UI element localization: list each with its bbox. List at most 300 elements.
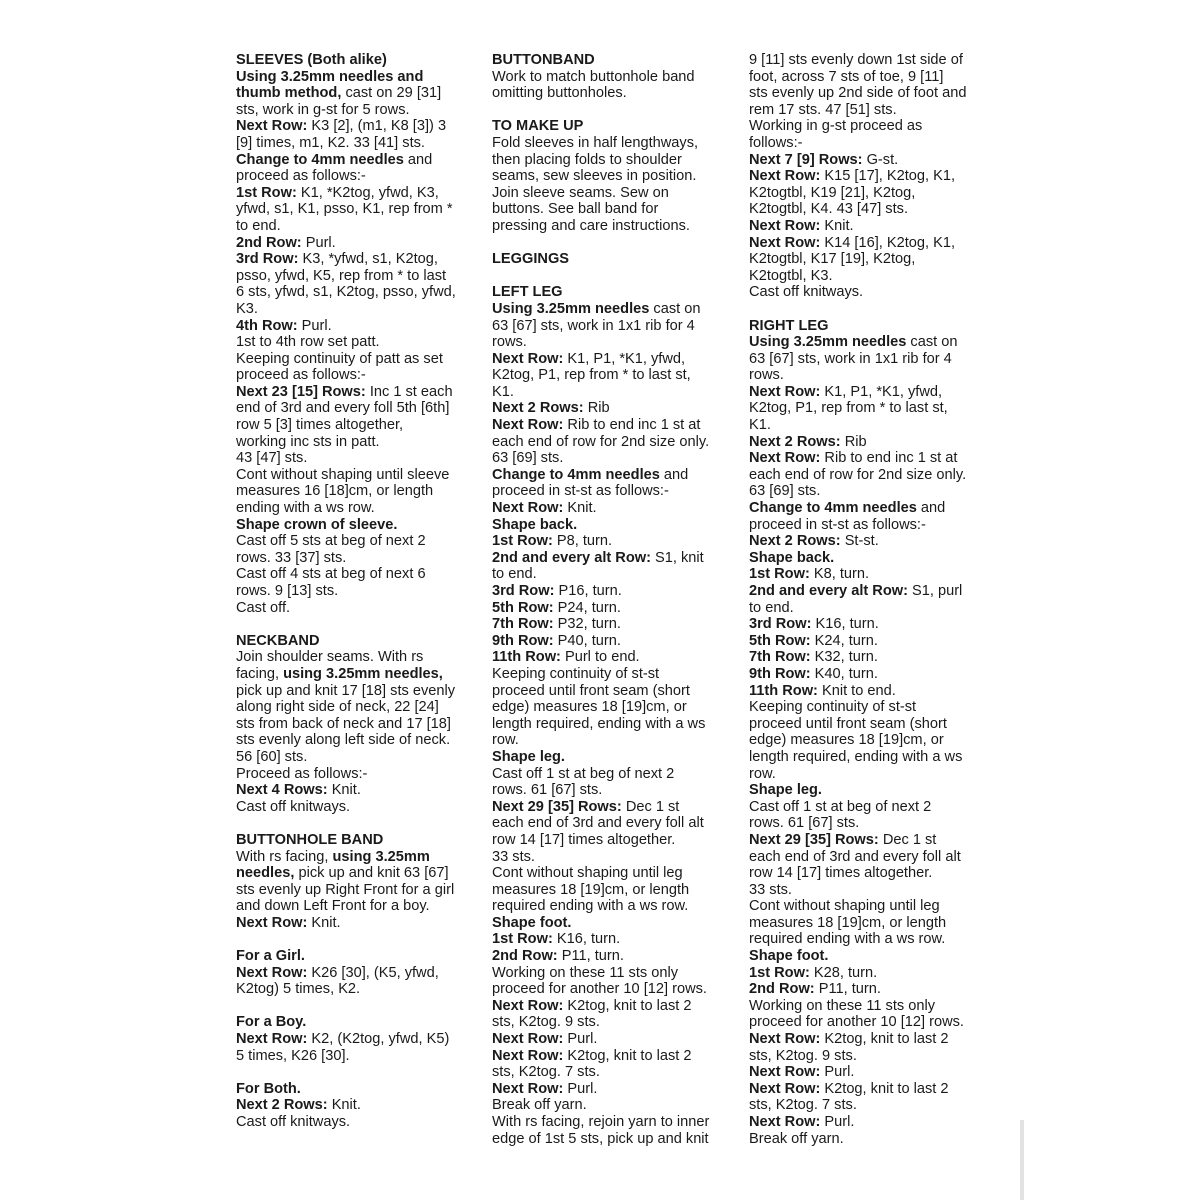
text-run: Keeping continuity of st-st [492,665,660,682]
section-heading [492,915,742,932]
text-run: K2tog, P1, rep from * to last st, [749,400,948,417]
pattern-line [749,251,989,268]
bold-label: NECKBAND [236,632,320,649]
text-run: 56 [60] sts. [236,748,308,765]
pattern-line [492,483,742,500]
pattern-line [749,268,989,285]
bold-label: Next 2 Rows: [236,1097,328,1114]
text-run: Purl. [301,234,336,251]
text-run: Cast off knitways. [236,798,351,815]
text-run: K1. [749,417,771,434]
text-run: Rib to end inc 1 st at [820,450,958,467]
section-heading [236,948,484,965]
bold-label: Next Row: [749,1031,821,1048]
spacer [236,931,484,948]
pattern-line [492,467,742,484]
text-run: P16, turn. [554,583,622,599]
pattern-line [749,1014,989,1031]
pattern-line [492,533,742,550]
section-heading [236,69,484,86]
text-run: K24, turn. [810,632,878,649]
bold-label: 11th Row: [749,682,818,699]
pattern-line [236,666,484,683]
bold-label: 5th Row: [492,599,554,616]
text-run: K16, turn. [552,931,621,948]
pattern-line [749,118,989,135]
text-run: K26 [30], (K5, yfwd, [307,964,439,981]
text-run: Knit. [327,1097,361,1114]
pattern-line [749,666,989,683]
text-run: each end of row for 2nd size only. [749,466,967,483]
text-run: K1, *K2tog, yfwd, K3, [296,184,439,201]
pattern-line [492,351,742,368]
text-run: proceed as follows:- [236,168,366,185]
pattern-line [236,1048,484,1065]
pattern-line [749,450,989,467]
pattern-line [236,168,484,185]
text-run: yfwd, s1, K1, psso, K1, rep from * [236,201,453,218]
text-run: P11, turn. [814,981,881,998]
pattern-line [492,782,742,799]
pattern-line [236,235,484,252]
text-run: 1st to 4th row set patt. [236,334,380,351]
pattern-line [236,766,484,783]
text-run: proceed for another 10 [12] rows. [492,981,707,998]
text-run: S1, purl [907,583,963,599]
pattern-line [492,799,742,816]
text-run: 9 [11] sts evenly down 1st side of [749,52,963,68]
bold-label: Next Row: [236,118,308,135]
text-run: rows. 61 [67] sts. [492,782,603,799]
text-run: Knit. [563,500,597,517]
bold-label: 1st Row: [236,184,297,201]
spacer [236,1064,484,1081]
pattern-line [492,135,742,152]
text-run: psso, yfwd, K5, rep from * to last [236,267,447,284]
pattern-line [492,218,742,235]
section-heading [492,749,742,766]
pattern-line [492,766,742,783]
text-run: each end of 3rd and every foll alt [749,848,961,865]
text-run: Keeping continuity of st-st [749,699,917,716]
text-run: K14 [16], K2tog, K1, [820,234,956,251]
pattern-line [236,318,484,335]
section-heading [236,517,484,534]
pattern-line [749,716,989,733]
pattern-line [236,550,484,567]
pattern-line [749,749,989,766]
text-run: K28, turn. [809,964,878,981]
pattern-line [749,649,989,666]
bold-label: Shape back. [749,549,835,566]
bold-label: Next 29 [35] Rows: [749,831,879,848]
text-run: sts evenly up Right Front for a girl [236,881,455,898]
text-run: K2togtbl, K17 [19], K2tog, [749,251,916,268]
pattern-line [236,649,484,666]
pattern-line [492,201,742,218]
pattern-line [236,898,484,915]
pattern-line [492,334,742,351]
pattern-line [236,981,484,998]
text-run: sts, K2tog. 7 sts. [492,1064,600,1081]
bold-label: using 3.25mm needles, [283,665,443,682]
text-run: to end. [749,599,794,616]
text-run: K2togtbl, K4. 43 [47] sts. [749,201,909,218]
pattern-line [236,417,484,434]
pattern-line [492,434,742,451]
pattern-line [749,898,989,915]
text-run: length required, ending with a ws [749,748,963,765]
bold-label: Next Row: [492,997,564,1014]
text-run: K15 [17], K2tog, K1, [820,168,956,185]
pattern-line [492,583,742,600]
pattern-line [236,152,484,169]
text-run: sts from back of neck and 17 [18] [236,715,451,732]
text-run: Break off yarn. [492,1097,587,1114]
pattern-line [492,849,742,866]
text-run: Working on these 11 sts only [749,997,936,1014]
bold-label: 9th Row: [492,632,554,649]
text-run: Working in g-st proceed as [749,118,923,135]
pattern-line [492,1031,742,1048]
bold-label: Next Row: [492,500,564,517]
text-run: Knit to end. [817,682,896,699]
section-heading [236,832,484,849]
pattern-line [749,832,989,849]
section-heading [492,52,742,69]
pattern-line [492,699,742,716]
text-run: sts, K2tog. 9 sts. [749,1047,857,1064]
pattern-line [749,152,989,169]
pattern-line [236,351,484,368]
pattern-line [236,600,484,617]
section-heading [749,550,989,567]
pattern-line [236,915,484,932]
text-run: Knit. [327,782,361,799]
text-run: Rib [840,433,867,450]
text-run: Purl. [297,317,332,334]
text-run: Break off yarn. [749,1130,844,1147]
text-run: K2, (K2tog, yfwd, K5) [307,1031,450,1048]
text-run: K2tog) 5 times, K2. [236,981,361,998]
pattern-line [749,766,989,783]
pattern-line [236,450,484,467]
bold-label: Next 4 Rows: [236,782,328,799]
pattern-line [236,85,484,102]
text-run: rows. [749,367,784,384]
bold-label: 1st Row: [749,566,810,583]
pattern-line [492,85,742,102]
text-run: Dec 1 st [621,798,680,815]
text-run: Keeping continuity of patt as set [236,350,443,367]
pattern-line [492,649,742,666]
section-heading [492,118,742,135]
bold-label: For a Girl. [236,948,305,965]
bold-label: Next Row: [492,1031,564,1048]
pattern-line [492,384,742,401]
bold-label: Next 23 [15] Rows: [236,383,366,400]
pattern-line [749,367,989,384]
text-run: Cast off knitways. [749,284,864,301]
section-heading [236,1014,484,1031]
text-run: Fold sleeves in half lengthways, [492,134,699,151]
pattern-line [492,1064,742,1081]
bold-label: 3rd Row: [749,616,812,633]
bold-label: Next Row: [749,1064,821,1081]
pattern-line [749,417,989,434]
text-run: measures 18 [19]cm, or length [492,881,690,898]
pattern-line [749,168,989,185]
bold-label: For Both. [236,1080,301,1097]
pattern-line [236,467,484,484]
text-run: row 14 [17] times altogether. [749,865,933,882]
pattern-line [492,600,742,617]
pattern-line [749,1097,989,1114]
pattern-line [749,583,989,600]
bold-label: Next Row: [749,168,821,185]
pattern-line [236,1114,484,1131]
text-run: Purl. [820,1114,855,1130]
pattern-line [749,135,989,152]
text-run: and [916,500,946,517]
pattern-line [749,69,989,86]
bold-label: Shape foot. [492,914,572,931]
text-run: Rib to end inc 1 st at [563,417,701,434]
text-run: Rib [583,400,610,417]
pattern-line [749,931,989,948]
pattern-line [236,400,484,417]
bold-label: 1st Row: [749,964,810,981]
pattern-line [749,334,989,351]
text-run: cast on 29 [31] [341,85,442,102]
pattern-line [236,102,484,119]
text-run: proceed for another 10 [12] rows. [749,1014,964,1031]
text-run: St-st. [840,533,879,550]
text-run: cast on [649,300,701,317]
text-run: K40, turn. [810,665,878,682]
spacer [492,268,742,285]
text-run: Knit. [820,217,854,234]
pattern-line [492,633,742,650]
text-run: With rs facing, [236,848,333,865]
pattern-line [749,965,989,982]
bold-label: RIGHT LEG [749,317,829,334]
pattern-line [492,450,742,467]
column-middle [492,52,742,1147]
text-run: [9] times, m1, K2. 33 [41] sts. [236,134,425,151]
bold-label: thumb method, [236,85,342,102]
pattern-line [236,367,484,384]
bold-label: Next 2 Rows: [749,533,841,550]
text-run: sts evenly up 2nd side of foot and [749,85,967,102]
text-run: and down Left Front for a boy. [236,898,430,915]
pattern-line [236,251,484,268]
pattern-line [749,434,989,451]
text-run: 33 sts. [749,881,792,898]
spacer [236,616,484,633]
text-run: 6 sts, yfwd, s1, K2tog, psso, yfwd, [236,284,456,301]
section-heading [749,318,989,335]
pattern-line [749,102,989,119]
pattern-line [492,1081,742,1098]
pattern-line [236,135,484,152]
pattern-line [236,268,484,285]
text-run: rows. 9 [13] sts. [236,583,339,599]
text-run: P8, turn. [552,533,613,550]
text-run: omitting buttonholes. [492,85,627,102]
pattern-line [749,1081,989,1098]
bold-label: Next Row: [492,1047,564,1064]
column-right [749,52,989,1147]
pattern-line [749,201,989,218]
text-run: proceed until front seam (short [749,715,947,732]
text-run: rows. [492,334,527,351]
pattern-line [236,716,484,733]
bold-label: TO MAKE UP [492,118,584,135]
bold-label: Change to 4mm needles [492,466,660,483]
spacer [492,235,742,252]
text-run: row. [492,732,519,749]
bold-label: Shape leg. [749,782,822,799]
pattern-line [236,699,484,716]
pattern-line [749,400,989,417]
text-run: proceed as follows:- [236,367,366,384]
pattern-line [749,915,989,932]
text-run: Join sleeve seams. Sew on [492,184,669,201]
bold-label: Change to 4mm needles [749,500,917,517]
pattern-line [492,948,742,965]
pattern-line [492,566,742,583]
section-heading [492,251,742,268]
section-heading [749,782,989,799]
text-run: and [659,466,689,483]
text-run: proceed in st-st as follows:- [749,516,926,533]
bold-label: 11th Row: [492,649,561,666]
pattern-line [236,384,484,401]
section-heading [749,948,989,965]
pattern-line [236,434,484,451]
text-run: row 5 [3] times altogether, [236,417,404,434]
text-run: measures 18 [19]cm, or length [749,914,947,931]
text-run: Cast off. [236,599,291,616]
pattern-line [492,1014,742,1031]
bold-label: Next 2 Rows: [492,400,584,417]
pattern-line [492,882,742,899]
text-run: working inc sts in patt. [236,433,380,450]
text-run: K1, P1, *K1, yfwd, [820,383,943,400]
text-run: proceed in st-st as follows:- [492,483,669,500]
pattern-line [236,334,484,351]
text-run: Dec 1 st [878,831,937,848]
pattern-line [749,483,989,500]
bold-label: Shape back. [492,516,578,533]
pattern-line [492,898,742,915]
text-run: P24, turn. [553,599,621,616]
pattern-line [492,981,742,998]
pattern-line [749,882,989,899]
text-run: and [403,151,433,168]
bold-label: 7th Row: [749,649,811,666]
text-run: Working on these 11 sts only [492,964,679,981]
pattern-line [492,301,742,318]
text-run: buttons. See ball band for [492,201,659,218]
bold-label: 3rd Row: [236,251,299,268]
text-run: length required, ending with a ws [492,715,706,732]
text-run: Work to match buttonhole band [492,68,695,85]
bold-label: BUTTONHOLE BAND [236,831,384,848]
bold-label: Shape crown of sleeve. [236,516,398,533]
pattern-line [749,732,989,749]
pattern-line [749,384,989,401]
pattern-line [236,782,484,799]
pattern-line [492,500,742,517]
pattern-line [236,118,484,135]
bold-label: Next 29 [35] Rows: [492,798,622,815]
bold-label: Using 3.25mm needles [492,300,650,317]
pattern-line [492,931,742,948]
text-run: then placing folds to shoulder [492,151,682,168]
pattern-line [236,301,484,318]
bold-label: 2nd and every alt Row: [749,583,908,599]
pattern-line [749,600,989,617]
pattern-line [492,1097,742,1114]
bold-label: Shape leg. [492,748,565,765]
bold-label: Using 3.25mm needles [749,334,907,351]
text-run: seams, sew sleeves in position. [492,168,697,185]
text-run: With rs facing, rejoin yarn to inner [492,1114,710,1130]
pattern-line [236,683,484,700]
text-run: K32, turn. [810,649,878,666]
pattern-line [749,1064,989,1081]
bold-label: 4th Row: [236,317,298,334]
pattern-line [749,815,989,832]
pattern-line [749,981,989,998]
pattern-line [749,1131,989,1148]
text-run: to end. [492,566,537,583]
pattern-line [236,185,484,202]
pattern-line [749,467,989,484]
pattern-line [492,1131,742,1148]
page-edge-shadow [1020,1120,1024,1200]
text-run: foot, across 7 sts of toe, 9 [11] [749,68,944,85]
pattern-line [492,550,742,567]
text-run: 63 [67] sts, work in 1x1 rib for 4 [749,350,952,367]
text-run: row 14 [17] times altogether. [492,831,676,848]
bold-label: Using 3.25mm needles and [236,68,424,85]
pattern-line [492,716,742,733]
pattern-line [492,318,742,335]
pattern-line [236,749,484,766]
bold-label: Next Row: [492,1080,564,1097]
text-run: S1, knit [650,549,704,566]
bold-label: LEFT LEG [492,284,563,301]
section-heading [236,633,484,650]
bold-label: Next Row: [236,914,308,931]
pattern-line [492,616,742,633]
text-run: Cast off 4 sts at beg of next 6 [236,566,426,583]
text-run: Proceed as follows:- [236,765,368,782]
pattern-line [236,1097,484,1114]
pattern-line [236,566,484,583]
text-run: row. [749,765,776,782]
pattern-line [236,201,484,218]
text-run: 63 [69] sts. [492,450,564,467]
text-run: edge of 1st 5 sts, pick up and knit [492,1130,709,1147]
bold-label: Next Row: [749,234,821,251]
pattern-line [749,865,989,882]
bold-label: Next Row: [236,1031,308,1048]
text-run: rows. 61 [67] sts. [749,815,860,832]
